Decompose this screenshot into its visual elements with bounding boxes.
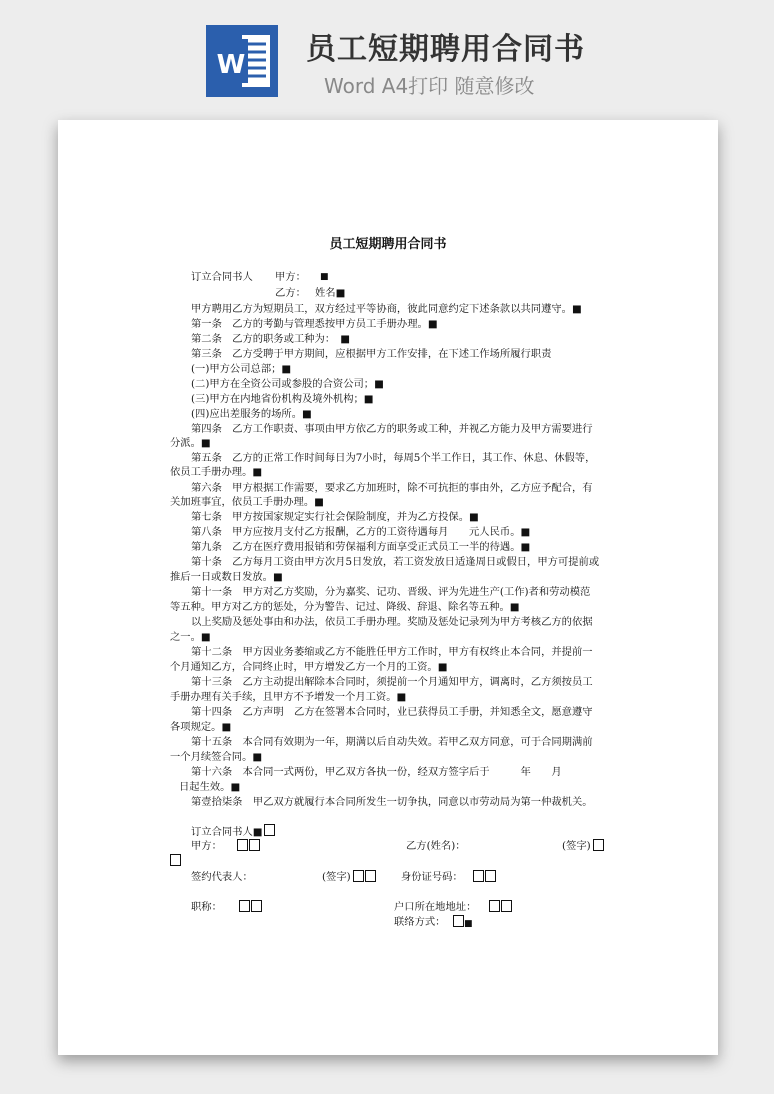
article-6-line-1: 第六条 甲方根据工作需要，要求乙方加班时，除不可抗拒的事由外，乙方应予配合，有: [191, 482, 593, 494]
article-6-line-2: 关加班事宜，依员工手册办理。■: [170, 496, 324, 508]
article-14-line-1: 第十四条 乙方声明 乙方在签署本合同时，业已获得员工手册，并知悉全文，愿意遵守: [191, 706, 593, 718]
job-title-label: 职称：: [191, 901, 222, 913]
header-title: 员工短期聘用合同书: [306, 32, 585, 67]
article-7: 第七条 甲方按国家规定实行社会保险制度，并为乙方投保。■: [191, 511, 479, 523]
article-5-line-1: 第五条 乙方的正常工作时间每日为7小时，每周5个半工作日，其工作、休息、休假等，: [191, 452, 596, 464]
party-a-mark: ■: [320, 272, 329, 282]
article-8: 第八条 甲方应按月支付乙方报酬，乙方的工资待遇每月 元人民币。■: [191, 526, 531, 538]
article-3-item-2: (二)甲方在全资公司或参股的合资公司；■: [191, 378, 384, 390]
contact-value: [452, 915, 473, 931]
sign-box: [489, 900, 500, 912]
signature-heading: [191, 824, 275, 839]
sig-party-b-label: 乙方(姓名)：: [406, 840, 466, 852]
article-9: 第九条 乙方在医疗费用报销和劳保福利方面享受正式员工一半的待遇。■: [191, 541, 531, 553]
sign-box: [365, 870, 376, 882]
word-doc-icon: [206, 25, 278, 97]
article-3-item-3: (三)甲方在内地省份机构及境外机构；■: [191, 393, 374, 405]
sign-box: [170, 854, 181, 866]
contact-mark: ■: [464, 919, 473, 929]
sign-box: [251, 900, 262, 912]
sig-party-a-boxes: [236, 839, 260, 854]
page-header: [0, 0, 774, 110]
article-11-line-1: 第十一条 甲方对乙方奖励，分为嘉奖、记功、晋级、评为先进生产(工作)者和劳动模范: [191, 586, 591, 598]
sig-party-b-sign-label: (签字): [562, 840, 591, 852]
household-address-boxes: [488, 900, 512, 915]
article-12-line-2: 个月通知乙方，合同终止时，甲方增发乙方一个月的工资。■: [170, 661, 448, 673]
article-15-line-2: 一个月续签合同。■: [170, 751, 263, 763]
contract-parties-label: 订立合同书人: [191, 271, 253, 283]
article-3-item-4: (四)应出差服务的场所。■: [191, 408, 312, 420]
article-5-line-2: 依员工手册办理。■: [170, 466, 263, 478]
article-11-line-4: 之一。■: [170, 631, 211, 643]
party-b-label: 乙方：: [275, 287, 306, 299]
document-page: [58, 120, 718, 1055]
sig-party-b-box: [592, 839, 604, 854]
article-10-line-1: 第十条 乙方每月工资由甲方次月5日发放，若工资发放日适逢周日或假日，甲方可提前或: [191, 556, 600, 568]
signatory-sign-label: (签字): [322, 871, 351, 883]
sign-box: [237, 839, 248, 851]
article-11-line-3: 以上奖励及惩处事由和办法，依员工手册办理。奖励及惩处记录列为甲方考核乙方的依据: [191, 616, 593, 628]
party-a-label: 甲方：: [275, 271, 306, 283]
sign-box: [501, 900, 512, 912]
article-15-line-1: 第十五条 本合同有效期为一年，期满以后自动失效。若甲乙双方同意，可于合同期满前: [191, 736, 593, 748]
sign-box: [353, 870, 364, 882]
article-2: 第二条 乙方的职务或工种为： ■: [191, 333, 351, 345]
preamble: 甲方聘用乙方为短期员工，双方经过平等协商，彼此同意约定下述条款以共同遵守。■: [191, 303, 582, 315]
sign-box: [593, 839, 604, 851]
article-11-line-2: 等五种。甲方对乙方的惩处，分为警告、记过、降级、辞退、除名等五种。■: [170, 601, 520, 613]
sign-box: [239, 900, 250, 912]
article-16-line-1: 第十六条 本合同一式两份，甲乙双方各执一份，经双方签字后于 年 月: [191, 766, 562, 778]
id-number-label: 身份证号码：: [401, 871, 463, 883]
article-13-line-1: 第十三条 乙方主动提出解除本合同时，须提前一个月通知甲方，调离时，乙方须按员工: [191, 676, 593, 688]
document-title: 员工短期聘用合同书: [329, 237, 447, 252]
sign-box: [473, 870, 484, 882]
article-3-item-1: (一)甲方公司总部；■: [191, 363, 292, 375]
article-16-line-2: 日起生效。■: [179, 781, 241, 793]
sig-party-b-box-wrap: [169, 854, 181, 869]
sign-box: [249, 839, 260, 851]
article-4-line-1: 第四条 乙方工作职责、事项由甲方依乙方的职务或工种，并视乙方能力及甲方需要进行: [191, 423, 593, 435]
signatory-label: 签约代表人：: [191, 871, 253, 883]
signature-heading-text: 订立合同书人■: [191, 826, 263, 838]
sign-box: [264, 824, 275, 836]
sign-box: [485, 870, 496, 882]
word-letter: W: [216, 50, 246, 80]
article-17: 第壹拾柒条 甲乙双方就履行本合同所发生一切争执，同意以市劳动局为第一仲裁机关。: [191, 796, 593, 808]
sign-box: [453, 915, 464, 927]
job-title-boxes: [238, 900, 262, 915]
header-subtitle: Word A4打印 随意修改: [324, 74, 535, 98]
sig-party-a-label: 甲方：: [191, 840, 222, 852]
article-13-line-2: 手册办理有关手续，且甲方不予增发一个月工资。■: [170, 691, 407, 703]
household-address-label: 户口所在地地址：: [394, 901, 477, 913]
article-14-line-2: 各项规定。■: [170, 721, 232, 733]
article-4-line-2: 分派。■: [170, 437, 211, 449]
contact-label: 联络方式：: [394, 916, 446, 928]
article-1: 第一条 乙方的考勤与管理悉按甲方员工手册办理。■: [191, 318, 438, 330]
article-10-line-2: 推后一日或数日发放。■: [170, 571, 283, 583]
signatory-boxes: [352, 870, 376, 885]
article-3: 第三条 乙方受聘于甲方期间，应根据甲方工作安排，在下述工作场所履行职责: [191, 348, 552, 360]
party-b-name: 姓名■: [315, 287, 346, 299]
id-number-boxes: [472, 870, 496, 885]
article-12-line-1: 第十二条 甲方因业务萎缩或乙方不能胜任甲方工作时，甲方有权终止本合同，并提前一: [191, 646, 593, 658]
